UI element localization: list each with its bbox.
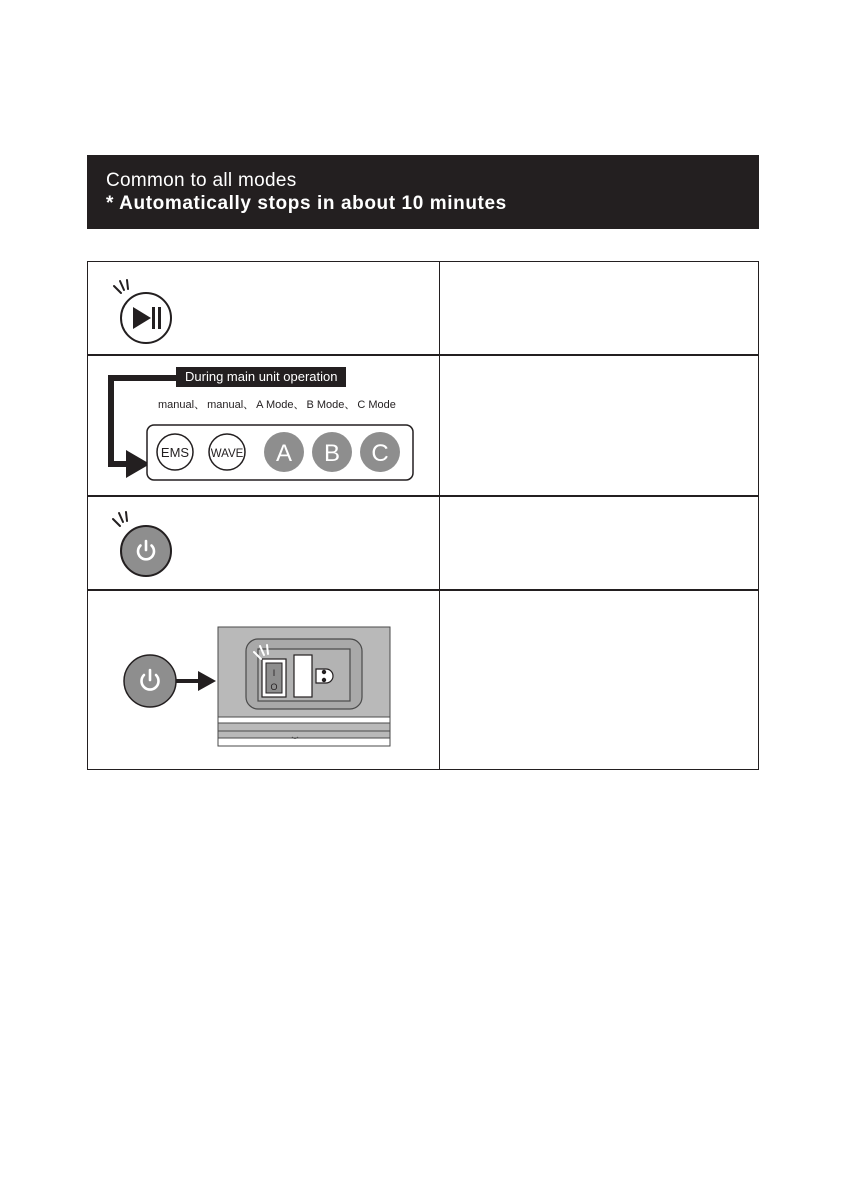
mode-name: C Mode: [357, 399, 396, 411]
mode-separator: 、: [293, 399, 305, 411]
mode-separator: 、: [344, 399, 356, 411]
table-row: [88, 356, 758, 497]
mode-a-label: A: [275, 440, 293, 467]
switch-on-mark: I: [272, 668, 276, 678]
ems-label: EMS: [160, 445, 190, 460]
main-power-switch-diagram: [88, 591, 440, 769]
operation-label: During main unit operation: [176, 367, 346, 387]
table-row: [88, 497, 758, 591]
banner-note: * Automatically stops in about 10 minutes: [106, 193, 507, 214]
instruction-table: [87, 261, 759, 770]
arrow-head-icon: [198, 671, 216, 691]
figure-cell: [88, 497, 440, 589]
mode-c-label: C: [371, 440, 389, 467]
figure-cell: [88, 262, 440, 354]
figure-cell: [88, 356, 440, 495]
description-cell: [440, 262, 758, 354]
table-row: [88, 591, 758, 769]
mode-names: [158, 396, 396, 412]
banner-title: Common to all modes: [106, 170, 297, 191]
power-inlet: [294, 655, 312, 697]
mode-name: manual: [207, 399, 244, 411]
description-cell: [440, 497, 758, 589]
press-indicator-icon: [113, 512, 127, 526]
mode-separator: 、: [194, 399, 206, 411]
description-cell: [440, 356, 758, 495]
mode-name: A Mode: [256, 399, 294, 411]
play-pause-button-icon: [88, 262, 440, 356]
table-row: [88, 262, 758, 356]
power-button-icon: [88, 497, 440, 591]
wave-label: WAVE: [210, 448, 244, 460]
mode-name: B Mode: [306, 399, 345, 411]
figure-cell: [88, 591, 440, 769]
mode-separator: 、: [243, 399, 255, 411]
mode-name: manual: [158, 399, 195, 411]
press-indicator-icon: [114, 280, 128, 293]
header-banner: [87, 155, 759, 229]
description-cell: [440, 591, 758, 769]
mode-b-label: B: [323, 440, 341, 467]
switch-off-mark: O: [270, 682, 278, 692]
